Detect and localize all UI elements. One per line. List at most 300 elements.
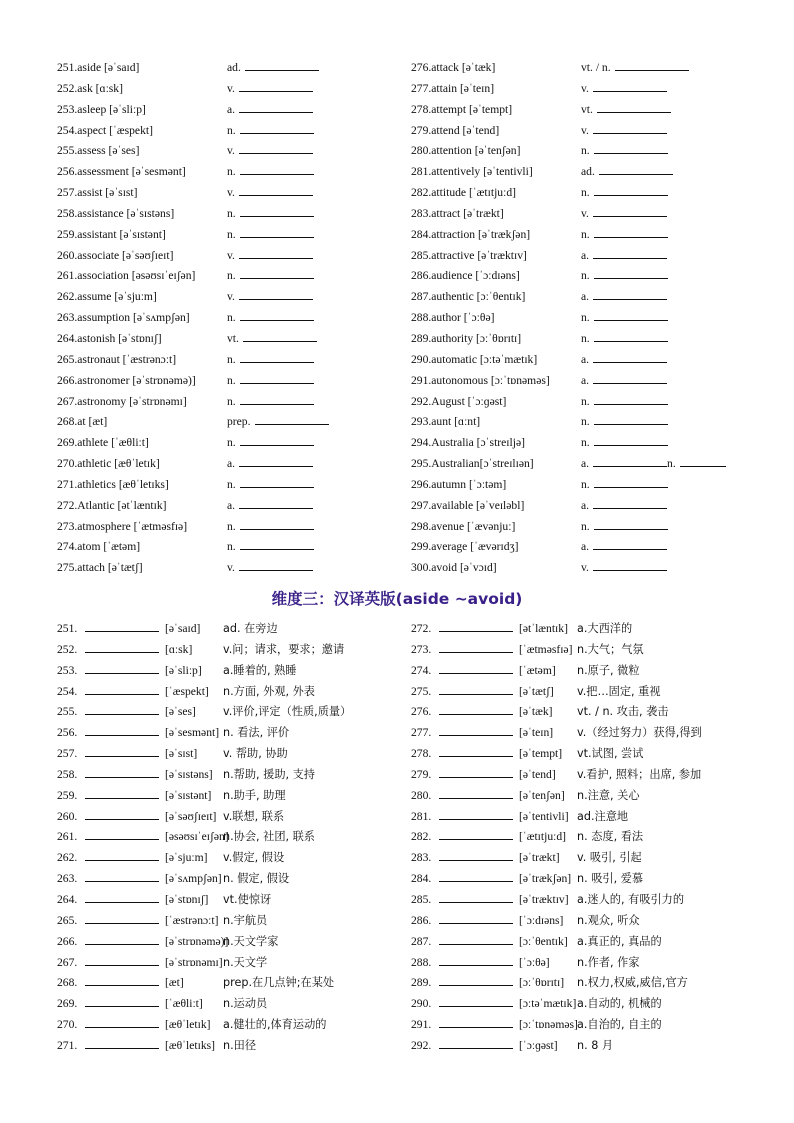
phonetic: [ˈɔːθə]	[519, 955, 550, 969]
item-number: 251.	[57, 622, 78, 635]
answer-blank[interactable]	[240, 445, 314, 446]
part-of-speech: n.	[227, 540, 236, 554]
answer-blank[interactable]	[439, 1027, 513, 1028]
vocab-word: 262.assume [əˈsjuːm]	[57, 290, 157, 304]
phonetic: [əˈsʌmpʃən]	[165, 872, 222, 886]
answer-blank[interactable]	[439, 735, 513, 736]
phonetic: [ˈæθliːt]	[165, 997, 203, 1011]
vocab-row	[411, 519, 726, 540]
translation-row	[57, 684, 351, 705]
answer-blank-2[interactable]	[680, 466, 726, 467]
translation-row	[57, 746, 351, 767]
vocab-row	[411, 373, 726, 394]
meaning: v.评价,评定（性质,质量）	[223, 705, 352, 719]
meaning: n.协会, 社团, 联系	[223, 830, 315, 844]
phonetic: [ɔːˈθentɪk]	[519, 934, 568, 948]
translation-row	[411, 871, 702, 892]
answer-blank[interactable]	[85, 798, 159, 799]
vocab-word: 279.attend [əˈtend]	[411, 123, 500, 137]
part-of-speech: a.	[581, 373, 590, 387]
meaning: a.健壮的,体育运动的	[223, 1018, 327, 1032]
part-of-speech: n.	[581, 415, 590, 429]
phonetic: [ɑːsk]	[165, 642, 193, 656]
part-of-speech: a.	[227, 457, 236, 471]
vocab-word: 278.attempt [əˈtempt]	[411, 102, 513, 116]
answer-blank[interactable]	[85, 881, 159, 882]
answer-blank[interactable]	[85, 714, 159, 715]
answer-blank[interactable]	[593, 549, 667, 550]
translation-row	[57, 913, 351, 934]
vocab-word: 275.attach [əˈtætʃ]	[57, 561, 143, 575]
part-of-speech: n.	[227, 123, 236, 137]
vocab-word: 261.association [əsəʊsɪˈeɪʃən]	[57, 269, 196, 283]
phonetic: [əˈstrɒnəmə)]	[165, 934, 229, 948]
answer-blank[interactable]	[240, 320, 314, 321]
answer-blank[interactable]	[593, 570, 667, 571]
vocab-word: 252.ask [ɑːsk]	[57, 81, 123, 95]
item-number: 277.	[411, 726, 432, 740]
vocab-word: 289.authority [ɔːˈθɒrɪtɪ]	[411, 331, 522, 345]
answer-blank[interactable]	[85, 694, 159, 695]
answer-blank[interactable]	[85, 944, 159, 945]
vocab-row	[411, 414, 726, 435]
translation-row	[57, 809, 351, 830]
vocab-word: 259.assistant [əˈsɪstənt]	[57, 227, 166, 241]
phonetic: [əˈtræktɪv]	[519, 892, 569, 906]
part-of-speech: v.	[227, 561, 235, 575]
phonetic: [əˈtrækʃən]	[519, 872, 572, 886]
answer-blank[interactable]	[240, 404, 314, 405]
answer-blank[interactable]	[240, 529, 314, 530]
translation-row	[57, 642, 351, 663]
phonetic: [əˈsaɪd]	[165, 622, 201, 635]
vocab-word: 299.average [ˈævərɪdʒ]	[411, 540, 519, 554]
vocab-row	[57, 519, 329, 540]
translation-row	[57, 1017, 351, 1038]
answer-blank[interactable]	[85, 735, 159, 736]
vocab-row	[411, 352, 726, 373]
vocab-row	[57, 331, 329, 352]
vocab-word: 282.attitude [ˈætɪtjuːd]	[411, 186, 516, 200]
phonetic: [əˈsesmənt]	[165, 726, 220, 740]
answer-blank[interactable]	[439, 860, 513, 861]
vocab-row	[411, 185, 726, 206]
vocab-row	[57, 102, 329, 123]
phonetic: [æθˈletɪk]	[165, 1018, 211, 1032]
part-of-speech: v.	[227, 81, 235, 95]
meaning: n.宇航员	[223, 913, 268, 927]
answer-blank[interactable]	[593, 299, 667, 300]
item-number: 280.	[411, 788, 432, 802]
answer-blank[interactable]	[599, 174, 673, 175]
answer-blank[interactable]	[240, 133, 314, 134]
answer-blank[interactable]	[239, 466, 313, 467]
answer-blank[interactable]	[239, 570, 313, 571]
answer-blank[interactable]	[594, 195, 668, 196]
item-number: 261.	[57, 830, 78, 844]
answer-blank[interactable]	[85, 860, 159, 861]
vocab-row	[57, 164, 329, 185]
answer-blank[interactable]	[85, 985, 159, 986]
answer-blank[interactable]	[85, 631, 159, 632]
phonetic: [əˈtenʃən]	[519, 788, 565, 802]
phonetic: [əsəʊsɪˈeɪʃən]	[165, 830, 229, 844]
vocab-row	[57, 414, 329, 435]
answer-blank[interactable]	[240, 383, 314, 384]
translation-row	[411, 767, 702, 788]
phonetic: [əˈteɪn]	[519, 726, 554, 740]
vocab-word: 270.athletic [æθˈletɪk]	[57, 457, 160, 471]
vocab-word: 273.atmosphere [ˈætməsfɪə]	[57, 519, 188, 533]
item-number: 259.	[57, 788, 78, 802]
item-number: 268.	[57, 976, 78, 990]
part-of-speech: n.	[227, 206, 236, 220]
answer-blank[interactable]	[239, 508, 313, 509]
part-of-speech: ad.	[227, 61, 241, 74]
item-number: 292.	[411, 1038, 432, 1052]
vocab-word: 291.autonomous [ɔːˈtɒnəməs]	[411, 373, 550, 387]
meaning: n.助手, 助理	[223, 788, 286, 802]
part-of-speech: v.	[227, 144, 235, 158]
vocab-row	[411, 477, 726, 498]
item-number: 265.	[57, 913, 78, 927]
answer-blank[interactable]	[593, 508, 667, 509]
part-of-speech: n.	[227, 269, 236, 283]
translation-row	[57, 767, 351, 788]
answer-blank[interactable]	[439, 902, 513, 903]
meaning: vt. / n. 攻击, 袭击	[577, 705, 669, 719]
answer-blank[interactable]	[594, 153, 668, 154]
part-of-speech: a.	[581, 248, 590, 262]
answer-blank[interactable]	[243, 341, 317, 342]
answer-blank[interactable]	[240, 278, 314, 279]
item-number: 252.	[57, 642, 78, 656]
vocab-row	[57, 373, 329, 394]
translation-row	[411, 621, 702, 642]
item-number: 255.	[57, 705, 78, 719]
vocab-row	[411, 164, 726, 185]
vocab-word: 276.attack [əˈtæk]	[411, 61, 496, 74]
answer-blank[interactable]	[255, 424, 329, 425]
item-number: 271.	[57, 1038, 78, 1052]
translation-row	[411, 934, 702, 955]
answer-blank[interactable]	[239, 112, 313, 113]
vocab-row	[411, 143, 726, 164]
answer-blank[interactable]	[439, 881, 513, 882]
answer-blank[interactable]	[593, 362, 667, 363]
answer-blank[interactable]	[85, 756, 159, 757]
part-of-speech: a.	[581, 352, 590, 366]
answer-blank[interactable]	[439, 839, 513, 840]
vocab-word: 251.aside [əˈsaɪd]	[57, 61, 140, 74]
answer-blank[interactable]	[593, 91, 667, 92]
vocab-row	[57, 456, 329, 477]
meaning: v. 吸引, 引起	[577, 851, 642, 865]
meaning: n.田径	[223, 1038, 257, 1052]
answer-blank[interactable]	[439, 673, 513, 674]
translation-row	[411, 746, 702, 767]
answer-blank[interactable]	[593, 133, 667, 134]
vocab-word: 294.Australia [ɔˈstreɪljə]	[411, 436, 525, 450]
answer-blank[interactable]	[594, 529, 668, 530]
answer-blank[interactable]	[85, 777, 159, 778]
answer-blank[interactable]	[240, 216, 314, 217]
item-number: 284.	[411, 872, 432, 886]
meaning: vt.试图, 尝试	[577, 747, 644, 761]
part-of-speech: n.	[581, 186, 590, 200]
part-of-speech: n.	[581, 227, 590, 241]
vocab-row	[57, 477, 329, 498]
phonetic: [əˈtrækt]	[519, 851, 560, 865]
answer-blank[interactable]	[240, 549, 314, 550]
translation-row	[57, 621, 351, 642]
phonetic: [əˈstɒnɪʃ]	[165, 892, 209, 906]
answer-blank[interactable]	[594, 278, 668, 279]
vocab-word: 253.asleep [əˈsliːp]	[57, 102, 146, 116]
item-number: 253.	[57, 663, 78, 677]
answer-blank[interactable]	[439, 985, 513, 986]
phonetic: [əˈtætʃ]	[519, 684, 554, 698]
meaning: n. 吸引, 爱慕	[577, 872, 644, 886]
answer-blank[interactable]	[85, 1048, 159, 1049]
answer-blank[interactable]	[85, 1006, 159, 1007]
translation-row	[411, 1038, 702, 1059]
answer-blank[interactable]	[239, 91, 313, 92]
answer-blank[interactable]	[85, 923, 159, 924]
answer-blank[interactable]	[85, 673, 159, 674]
item-number: 291.	[411, 1018, 432, 1032]
answer-blank[interactable]	[593, 258, 667, 259]
part-of-speech: a.	[581, 457, 590, 471]
part-of-speech: n.	[581, 311, 590, 325]
translation-row	[411, 850, 702, 871]
answer-blank[interactable]	[439, 714, 513, 715]
part-of-speech: vt.	[581, 102, 593, 116]
translation-row	[411, 684, 702, 705]
answer-blank[interactable]	[240, 174, 314, 175]
vocab-row	[57, 289, 329, 310]
part-of-speech: vt.	[227, 331, 239, 345]
phonetic: [əˈtentivli]	[519, 809, 569, 823]
vocab-row	[411, 435, 726, 456]
phonetic: [ˈætɪtjuːd]	[519, 830, 567, 844]
vocab-row	[411, 123, 726, 144]
vocab-word: 272.Atlantic [ətˈlæntɪk]	[57, 498, 167, 512]
meaning: n. 看法, 评价	[223, 726, 290, 740]
answer-blank[interactable]	[85, 819, 159, 820]
vocab-word: 284.attraction [əˈtrækʃən]	[411, 227, 531, 241]
phonetic: [əˈsəʊʃɪeɪt]	[165, 809, 217, 823]
item-number: 281.	[411, 809, 432, 823]
vocab-row	[411, 498, 726, 519]
answer-blank[interactable]	[245, 70, 319, 71]
vocab-word: 274.atom [ˈætəm]	[57, 540, 141, 554]
answer-blank[interactable]	[615, 70, 689, 71]
meaning: n. 假定, 假设	[223, 872, 290, 886]
phonetic: [ɔːˈtɒnəməs]	[519, 1018, 578, 1032]
vocab-word: 280.attention [əˈtenʃən]	[411, 144, 521, 158]
part-of-speech: n.	[227, 311, 236, 325]
phonetic: [əˈstrɒnəmɪ]	[165, 955, 223, 969]
vocab-row	[57, 81, 329, 102]
item-number: 266.	[57, 934, 78, 948]
answer-blank[interactable]	[239, 195, 313, 196]
answer-blank[interactable]	[439, 798, 513, 799]
answer-blank[interactable]	[439, 1048, 513, 1049]
answer-blank[interactable]	[439, 694, 513, 695]
answer-blank[interactable]	[593, 383, 667, 384]
answer-blank[interactable]	[85, 965, 159, 966]
phonetic: [əˈsɪstənt]	[165, 788, 212, 802]
item-number: 279.	[411, 767, 432, 781]
part-of-speech: a.	[227, 498, 236, 512]
meaning: n. 态度, 看法	[577, 830, 644, 844]
item-number: 264.	[57, 892, 78, 906]
vocab-word: 293.aunt [ɑːnt]	[411, 415, 481, 429]
vocab-word: 271.athletics [æθˈletɪks]	[57, 477, 169, 491]
vocab-word: 288.author [ˈɔːθə]	[411, 311, 495, 325]
phonetic: [æθˈletɪks]	[165, 1038, 215, 1052]
part-of-speech: n.	[581, 269, 590, 283]
translation-row	[411, 704, 702, 725]
meaning: n.注意, 关心	[577, 788, 640, 802]
vocab-word: 298.avenue [ˈævənjuː]	[411, 519, 516, 533]
part-of-speech: n.	[227, 394, 236, 408]
item-number: 272.	[411, 622, 432, 635]
answer-blank[interactable]	[439, 923, 513, 924]
part-of-speech: n.	[581, 519, 590, 533]
phonetic: [ˈæspekt]	[165, 684, 209, 698]
answer-blank[interactable]	[439, 944, 513, 945]
part-of-speech: n.	[227, 519, 236, 533]
answer-blank[interactable]	[439, 652, 513, 653]
vocab-word: 254.aspect [ˈæspekt]	[57, 123, 153, 137]
answer-blank[interactable]	[85, 652, 159, 653]
vocab-word: 277.attain [əˈteɪn]	[411, 81, 495, 95]
vocab-row	[57, 394, 329, 415]
answer-blank[interactable]	[439, 756, 513, 757]
answer-blank[interactable]	[85, 902, 159, 903]
translation-row	[411, 996, 702, 1017]
translation-row	[411, 955, 702, 976]
answer-blank[interactable]	[85, 1027, 159, 1028]
item-number: 262.	[57, 851, 78, 865]
answer-blank[interactable]	[593, 216, 667, 217]
answer-blank[interactable]	[240, 487, 314, 488]
item-number: 273.	[411, 642, 432, 656]
meaning: ad. 在旁边	[223, 622, 278, 635]
translation-row	[411, 725, 702, 746]
answer-blank[interactable]	[593, 466, 667, 467]
vocab-word: 267.astronomy [əˈstrɒnəmɪ]	[57, 394, 187, 408]
meaning: n.作者, 作家	[577, 955, 640, 969]
part-of-speech: n.	[227, 165, 236, 179]
answer-blank[interactable]	[240, 237, 314, 238]
translation-row	[57, 704, 351, 725]
meaning: a.真正的, 真品的	[577, 934, 662, 948]
answer-blank[interactable]	[594, 341, 668, 342]
answer-blank[interactable]	[439, 1006, 513, 1007]
vocab-word: 257.assist [əˈsɪst]	[57, 186, 138, 200]
part-of-speech: v.	[227, 248, 235, 262]
meaning: n.原子, 微粒	[577, 663, 640, 677]
phonetic: [ˈɔːɡəst]	[519, 1038, 558, 1052]
meaning: prep.在几点钟;在某处	[223, 976, 335, 990]
translation-row	[411, 975, 702, 996]
meaning: v.把…固定, 重视	[577, 684, 661, 698]
vocab-row	[411, 81, 726, 102]
translation-row	[57, 788, 351, 809]
meaning: a.自动的, 机械的	[577, 997, 662, 1011]
meaning: v.（经过努力）获得,得到	[577, 726, 702, 740]
vocab-word: 265.astronaut [ˈæstrənɔːt]	[57, 352, 177, 366]
section1-right-column	[411, 60, 726, 581]
answer-blank[interactable]	[239, 258, 313, 259]
translation-row	[57, 725, 351, 746]
answer-blank[interactable]	[594, 320, 668, 321]
meaning: ad.注意地	[577, 809, 629, 823]
phonetic: [æt]	[165, 976, 184, 990]
meaning: n.观众, 听众	[577, 913, 640, 927]
part-of-speech: n.	[581, 436, 590, 450]
item-number: 256.	[57, 726, 78, 740]
translation-row	[411, 892, 702, 913]
part-of-speech: v.	[581, 81, 589, 95]
item-number: 263.	[57, 872, 78, 886]
part-of-speech: v.	[581, 206, 589, 220]
answer-blank[interactable]	[597, 112, 671, 113]
answer-blank[interactable]	[439, 631, 513, 632]
answer-blank[interactable]	[240, 362, 314, 363]
answer-blank[interactable]	[594, 404, 668, 405]
answer-blank[interactable]	[439, 965, 513, 966]
answer-blank[interactable]	[239, 153, 313, 154]
meaning: n.运动员	[223, 997, 268, 1011]
answer-blank[interactable]	[594, 487, 668, 488]
item-number: 288.	[411, 955, 432, 969]
vocab-word: 260.associate [əˈsəʊʃɪeɪt]	[57, 248, 174, 262]
item-number: 260.	[57, 809, 78, 823]
meaning: vt.使惊讶	[223, 892, 272, 906]
item-number: 258.	[57, 767, 78, 781]
answer-blank[interactable]	[85, 839, 159, 840]
item-number: 278.	[411, 747, 432, 761]
vocab-word: 283.attract [əˈtrækt]	[411, 206, 504, 220]
meaning: a.睡着的, 熟睡	[223, 663, 297, 677]
answer-blank[interactable]	[439, 777, 513, 778]
meaning: n.天文学	[223, 955, 268, 969]
vocab-row	[411, 248, 726, 269]
vocab-word: 255.assess [əˈses]	[57, 144, 140, 158]
vocab-word: 286.audience [ˈɔːdɪəns]	[411, 269, 520, 283]
vocab-word: 290.automatic [ɔːtəˈmætɪk]	[411, 352, 538, 366]
meaning: a.自治的, 自主的	[577, 1018, 662, 1032]
vocab-word: 263.assumption [əˈsʌmpʃən]	[57, 311, 190, 325]
phonetic: [ɔːtəˈmætɪk]	[519, 997, 577, 1011]
item-number: 283.	[411, 851, 432, 865]
vocab-row	[411, 60, 726, 81]
phonetic: [əˈtend]	[519, 767, 556, 781]
meaning: a.大西洋的	[577, 622, 633, 635]
answer-blank[interactable]	[594, 445, 668, 446]
answer-blank[interactable]	[239, 299, 313, 300]
section1-left-column	[57, 60, 329, 581]
answer-blank[interactable]	[594, 237, 668, 238]
item-number: 267.	[57, 955, 78, 969]
answer-blank[interactable]	[439, 819, 513, 820]
answer-blank[interactable]	[594, 424, 668, 425]
vocab-row	[57, 143, 329, 164]
